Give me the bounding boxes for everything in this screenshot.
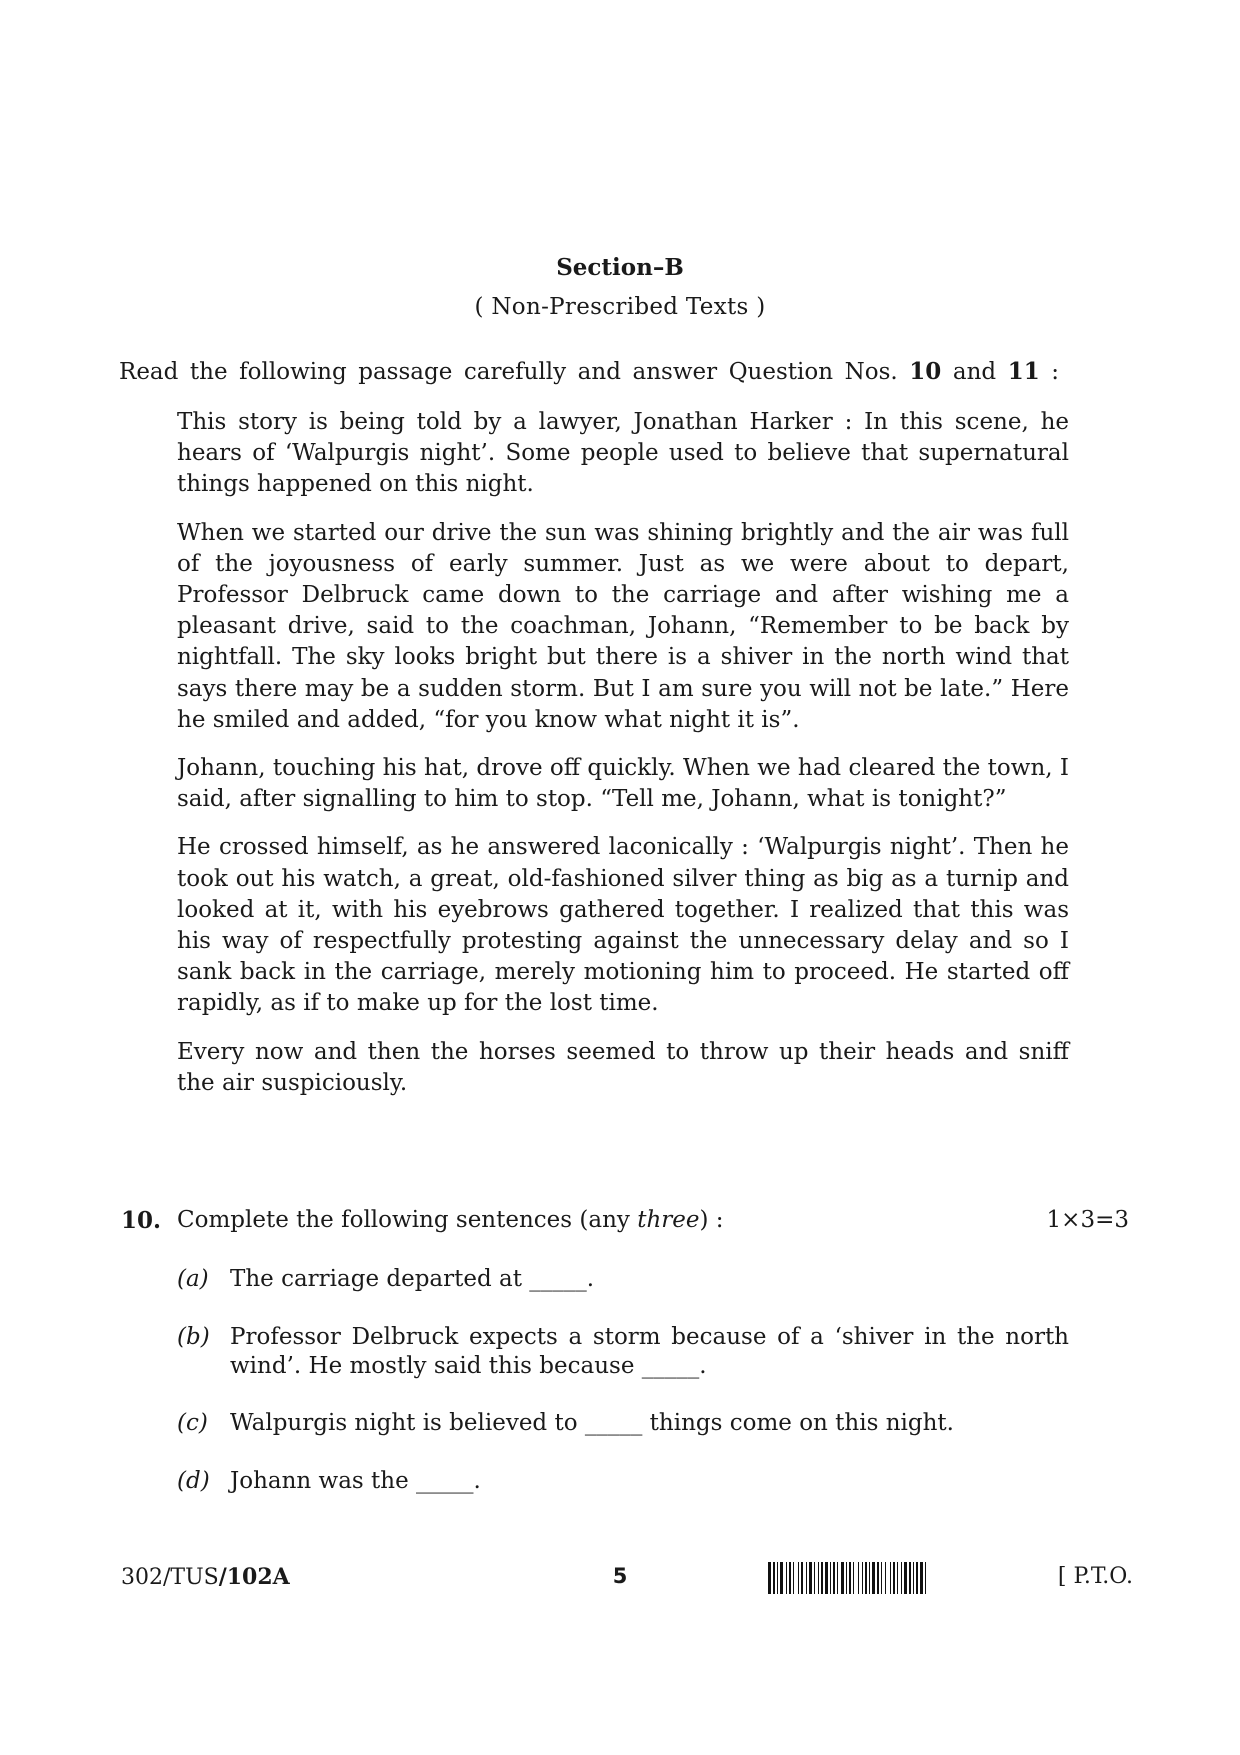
question-ref-1: 10 [909, 358, 942, 385]
paper-code: 302/TUS/102A [121, 1564, 290, 1590]
option-label: (c) [177, 1410, 208, 1436]
option-label: (a) [177, 1266, 209, 1292]
instruction-colon: : [1051, 359, 1060, 385]
option-label: (d) [177, 1468, 210, 1494]
option-text: Professor Delbruck expects a storm because of a ‘shiver in the north wind’. He mostly said this because _____. [230, 1324, 1069, 1379]
reading-passage [177, 407, 1069, 1116]
section-title: Section–B [556, 254, 684, 281]
instruction-and: and [952, 359, 997, 385]
question-marks: 1×3=3 [1046, 1207, 1129, 1233]
option-text: Walpurgis night is believed to _____ things come on this night. [230, 1410, 954, 1436]
pto-marker: [ P.T.O. [1057, 1564, 1133, 1589]
passage-paragraph: When we started our drive the sun was shining brightly and the air was full of the joyousness of early summer. Just as we were about to depart, Professor Delbruck came down to the carriage and after wishing me a pleasant drive, said to the coachman, Johann, “Remember to be back by nightfall. The sky looks bright but there is a shiver in the north wind that says there may be a sudden storm. But I am sure you will not be late.” Here he smiled and added, “for you know what night it is”. [177, 519, 1069, 733]
passage-instruction [119, 358, 1059, 385]
question-ref-2: 11 [1007, 358, 1040, 385]
page-number: 5 [612, 1564, 628, 1588]
instruction-text: Read the following passage carefully and answer Question Nos. [119, 359, 898, 385]
passage-paragraph: Every now and then the horses seemed to throw up their heads and sniff the air suspiciously. [177, 1038, 1069, 1096]
barcode-icon [768, 1556, 1032, 1596]
option-text: The carriage departed at _____. [230, 1266, 595, 1292]
option-label: (b) [177, 1324, 210, 1350]
passage-paragraph: Johann, touching his hat, drove off quickly. When we had cleared the town, I said, after signalling to him to stop. “Tell me, Johann, what is tonight?” [177, 755, 1069, 813]
question-number: 10. [121, 1207, 162, 1234]
section-subtitle: ( Non-Prescribed Texts ) [474, 294, 766, 320]
question-text: Complete the following sentences (any three) : [177, 1207, 724, 1233]
passage-paragraph: He crossed himself, as he answered laconically : ‘Walpurgis night’. Then he took out his watch, a great, old-fashioned silver thing as big as a turnip and looked at it, with his eyebrows gathered together. I realized that this was his way of respectfully protesting against the unnecessary delay and so I sank back in the carriage, merely motioning him to proceed. He started off rapidly, as if to make up for the lost time. [177, 834, 1069, 1017]
option-text: Johann was the _____. [230, 1468, 481, 1494]
passage-paragraph: This story is being told by a lawyer, Jonathan Harker : In this scene, he hears of ‘Walpurgis night’. Some people used to believe that supernatural things happened on this night. [177, 409, 1069, 498]
